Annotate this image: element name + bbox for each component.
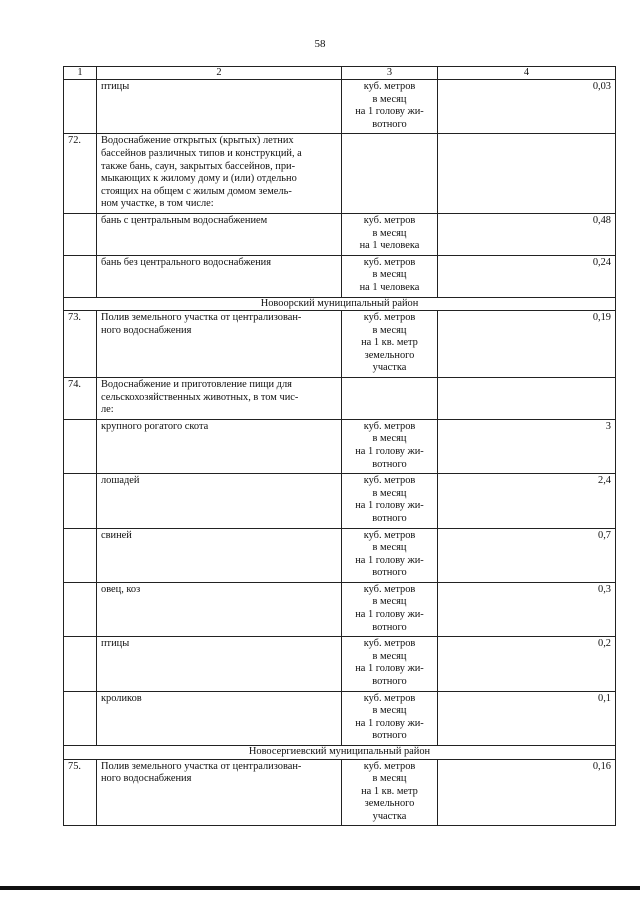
row-number: 75.: [64, 759, 97, 826]
item-description: Водоснабжение открытых (крытых) летних бассейнов различных типов и конструкций, а также бань, саун, закрытых бассейнов, при- мыкающих к жилому дому и (или) отдельно стоящих на общем с жилым домом земель- ном участке, в том числе:: [97, 134, 342, 214]
norm-value: 2,4: [438, 474, 616, 528]
page-number: 58: [314, 38, 326, 50]
table-row: [64, 419, 616, 473]
norm-value: [438, 134, 616, 214]
row-number: [64, 582, 97, 636]
table-body: [64, 80, 616, 826]
unit-of-measure: [342, 134, 438, 214]
unit-of-measure: куб. метров в месяц на 1 голову жи- вотного: [342, 528, 438, 582]
district-name: Новоорский муниципальный район: [64, 297, 616, 311]
unit-of-measure: куб. метров в месяц на 1 голову жи- вотного: [342, 419, 438, 473]
norm-value: 3: [438, 419, 616, 473]
district-row: [64, 297, 616, 311]
column-number-row: [64, 67, 616, 80]
table-row: [64, 255, 616, 297]
column-number-header: 3: [342, 67, 438, 80]
column-number-header: 1: [64, 67, 97, 80]
item-description: лошадей: [97, 474, 342, 528]
table-row: [64, 759, 616, 826]
consumption-norms-table: [63, 66, 616, 826]
table-row: [64, 637, 616, 691]
unit-of-measure: куб. метров в месяц на 1 голову жи- вотного: [342, 637, 438, 691]
norm-value: 0,48: [438, 213, 616, 255]
unit-of-measure: куб. метров в месяц на 1 кв. метр земельного участка: [342, 759, 438, 826]
table-row: [64, 311, 616, 378]
item-description: овец, коз: [97, 582, 342, 636]
table-row: [64, 377, 616, 419]
table-row: [64, 582, 616, 636]
row-number: [64, 213, 97, 255]
district-row: [64, 746, 616, 760]
norm-value: 0,2: [438, 637, 616, 691]
norm-value: 0,7: [438, 528, 616, 582]
column-number-header: 4: [438, 67, 616, 80]
unit-of-measure: куб. метров в месяц на 1 голову жи- вотного: [342, 80, 438, 134]
item-description: бань без центрального водоснабжения: [97, 255, 342, 297]
norm-value: 0,16: [438, 759, 616, 826]
column-number-header: 2: [97, 67, 342, 80]
item-description: Полив земельного участка от централизован- ного водоснабжения: [97, 759, 342, 826]
table-row: [64, 691, 616, 745]
item-description: Водоснабжение и приготовление пищи для сельскохозяйственных животных, в том чис- ле:: [97, 377, 342, 419]
table-row: [64, 80, 616, 134]
unit-of-measure: куб. метров в месяц на 1 голову жи- вотного: [342, 582, 438, 636]
item-description: крупного рогатого скота: [97, 419, 342, 473]
unit-of-measure: куб. метров в месяц на 1 голову жи- вотного: [342, 691, 438, 745]
row-number: [64, 419, 97, 473]
item-description: кроликов: [97, 691, 342, 745]
item-description: птицы: [97, 80, 342, 134]
page-bottom-rule: [0, 886, 640, 890]
item-description: Полив земельного участка от централизован- ного водоснабжения: [97, 311, 342, 378]
row-number: [64, 80, 97, 134]
row-number: [64, 255, 97, 297]
row-number: 73.: [64, 311, 97, 378]
row-number: [64, 691, 97, 745]
row-number: [64, 637, 97, 691]
unit-of-measure: куб. метров в месяц на 1 кв. метр земельного участка: [342, 311, 438, 378]
table-row: [64, 474, 616, 528]
unit-of-measure: куб. метров в месяц на 1 голову жи- вотного: [342, 474, 438, 528]
row-number: [64, 474, 97, 528]
table-row: [64, 528, 616, 582]
table-row: [64, 213, 616, 255]
unit-of-measure: куб. метров в месяц на 1 человека: [342, 255, 438, 297]
item-description: птицы: [97, 637, 342, 691]
norm-value: 0,19: [438, 311, 616, 378]
norm-value: 0,1: [438, 691, 616, 745]
unit-of-measure: [342, 377, 438, 419]
unit-of-measure: куб. метров в месяц на 1 человека: [342, 213, 438, 255]
row-number: 72.: [64, 134, 97, 214]
district-name: Новосергиевский муниципальный район: [64, 746, 616, 760]
item-description: бань с центральным водоснабжением: [97, 213, 342, 255]
norm-value: 0,03: [438, 80, 616, 134]
norm-value: 0,24: [438, 255, 616, 297]
norm-value: [438, 377, 616, 419]
row-number: 74.: [64, 377, 97, 419]
table-row: [64, 134, 616, 214]
norm-value: 0,3: [438, 582, 616, 636]
item-description: свиней: [97, 528, 342, 582]
row-number: [64, 528, 97, 582]
